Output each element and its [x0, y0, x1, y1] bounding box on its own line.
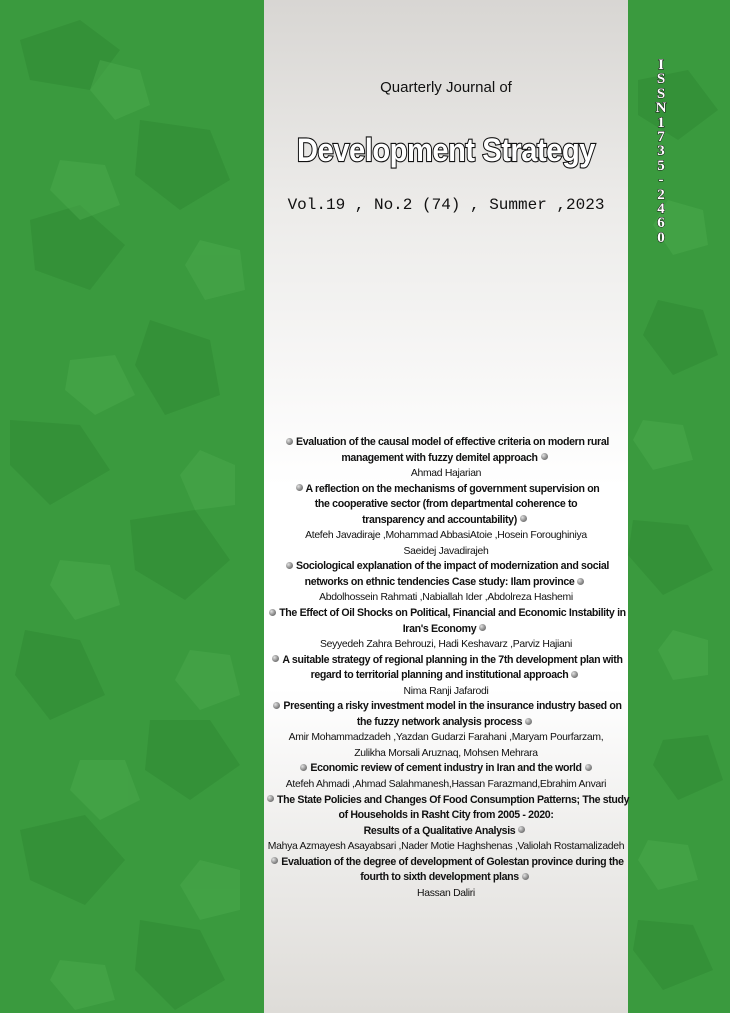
toc-article — [264, 435, 628, 482]
article-title-text: management with fuzzy demitel approach — [341, 451, 538, 464]
article-title-line — [264, 824, 628, 840]
issn-char: 5 — [657, 157, 665, 174]
article-title-text: The State Policies and Changes Of Food Consumption Patterns; The study — [277, 793, 630, 806]
bullet-icon — [525, 718, 532, 725]
bullet-icon — [272, 655, 279, 662]
article-title-text: Evaluation of the degree of development of Golestan province during the — [281, 855, 624, 868]
article-authors: Mahya Azmayesh Asayabsari ,Nader Motie Haghshenas ,Valiolah Rostamalizadeh — [267, 841, 625, 853]
article-title-line — [264, 575, 628, 591]
issn-char: - — [658, 172, 664, 189]
article-title-line — [264, 761, 628, 777]
issn-char: 4 — [657, 201, 665, 218]
issn-char: N — [655, 100, 667, 117]
toc-article — [264, 855, 628, 902]
article-title-line — [264, 715, 628, 731]
article-title-text: transparency and accountability) — [362, 513, 517, 526]
article-authors: Saeidej Javadirajeh — [403, 545, 489, 557]
bullet-icon — [286, 562, 293, 569]
article-authors: Hassan Daliri — [417, 887, 475, 899]
bullet-icon — [273, 702, 280, 709]
journal-title — [264, 118, 628, 174]
camouflage-texture-right — [628, 0, 730, 1013]
article-title-text: Iran's Economy — [402, 622, 477, 635]
article-title-text: Sociological explanation of the impact of modernization and social — [295, 560, 609, 573]
article-title-line — [264, 653, 628, 669]
article-title-text: regard to territorial planning and institutional approach — [310, 669, 569, 682]
issn-char: 7 — [657, 129, 665, 146]
toc-article — [264, 699, 628, 761]
bullet-icon — [585, 764, 592, 771]
toc-article — [264, 606, 628, 653]
bullet-icon — [518, 826, 525, 833]
issn-char: 0 — [657, 229, 665, 246]
toc-article — [264, 482, 628, 560]
article-authors: Amir Mohammadzadeh ,Yazdan Gudarzi Farahani ,Maryam Pourfarzam, — [288, 732, 604, 744]
bullet-icon — [271, 857, 278, 864]
article-title-text: the cooperative sector (from departmental coherence to — [314, 498, 578, 511]
article-title-line — [264, 606, 628, 622]
article-title-line — [264, 435, 628, 451]
article-authors: Nima Ranji Jafarodi — [403, 685, 489, 697]
article-title-line — [264, 793, 628, 809]
toc-article — [264, 761, 628, 792]
toc-article — [264, 559, 628, 606]
article-title-text: Economic review of cement industry in Iran and the world — [310, 762, 582, 775]
issue-line: Vol.19 , No.2 (74) , Summer ,2023 — [287, 196, 605, 214]
bullet-icon — [267, 795, 274, 802]
article-title-text: A suitable strategy of regional planning in the 7th development plan with — [282, 653, 623, 666]
camouflage-texture — [0, 0, 264, 1013]
bullet-icon — [479, 624, 486, 631]
article-authors: Abdolhossein Rahmati ,Nabiallah Ider ,Abdolreza Hashemi — [319, 592, 573, 604]
issn-char: S — [656, 85, 666, 102]
article-title-line — [264, 482, 628, 498]
article-title-text: Presenting a risky investment model in the insurance industry based on — [283, 700, 622, 713]
table-of-contents — [264, 435, 628, 901]
article-authors: Atefeh Javadiraje ,Mohammad AbbasiAtoie ,Hosein Foroughiniya — [305, 530, 587, 542]
bullet-icon — [520, 515, 527, 522]
article-title-text: Results of a Qualitative Analysis — [363, 824, 516, 837]
issn-char: 6 — [657, 215, 665, 232]
toc-article — [264, 653, 628, 700]
article-title-line — [264, 513, 628, 529]
article-title-line — [264, 855, 628, 871]
article-title-text: fourth to sixth development plans — [360, 871, 519, 884]
article-authors: Seyyedeh Zahra Behrouzi, Hadi Keshavarz ,Parviz Hajiani — [319, 639, 573, 651]
issn-char: 2 — [657, 186, 665, 203]
article-title-line — [264, 622, 628, 638]
article-title-text: networks on ethnic tendencies Case study: Ilam province — [304, 575, 575, 588]
article-title-text: of Households in Rasht City from 2005 - 2020: — [338, 809, 554, 822]
bullet-icon — [269, 609, 276, 616]
issn-char: 3 — [657, 143, 665, 160]
issn-char: I — [658, 57, 664, 73]
article-title-text: Evaluation of the causal model of effective criteria on modern rural — [296, 436, 609, 448]
issn-char: 1 — [657, 114, 665, 131]
toc-article — [264, 793, 628, 855]
bullet-icon — [286, 438, 293, 445]
article-authors: Zulikha Morsali Aruznaq, Mohsen Mehrara — [354, 747, 538, 759]
green-right-panel — [628, 0, 730, 1013]
bullet-icon — [522, 873, 529, 880]
article-title-text: The Effect of Oil Shocks on Political, Financial and Economic Instability in — [279, 607, 626, 620]
article-title-line — [264, 808, 628, 824]
bullet-icon — [296, 484, 303, 491]
issn-vertical — [651, 58, 671, 245]
bullet-icon — [577, 578, 584, 585]
article-title-line — [264, 497, 628, 513]
article-title-line — [264, 559, 628, 575]
issn-char: S — [656, 71, 666, 88]
article-authors: Atefeh Ahmadi ,Ahmad Salahmanesh,Hassan Farazmand,Ebrahim Anvari — [285, 779, 607, 791]
article-title-line — [264, 699, 628, 715]
journal-title-text: Development Strategy — [297, 132, 596, 168]
green-left-panel — [0, 0, 264, 1013]
article-title-line — [264, 668, 628, 684]
article-title-text: A reflection on the mechanisms of government supervision on — [305, 482, 600, 495]
article-title-line — [264, 451, 628, 467]
series-label: Quarterly Journal of — [380, 79, 512, 96]
bullet-icon — [541, 453, 548, 460]
bullet-icon — [571, 671, 578, 678]
article-title-line — [264, 870, 628, 886]
bullet-icon — [300, 764, 307, 771]
article-authors: Ahmad Hajarian — [410, 468, 482, 480]
article-title-text: the fuzzy network analysis process — [356, 715, 523, 728]
